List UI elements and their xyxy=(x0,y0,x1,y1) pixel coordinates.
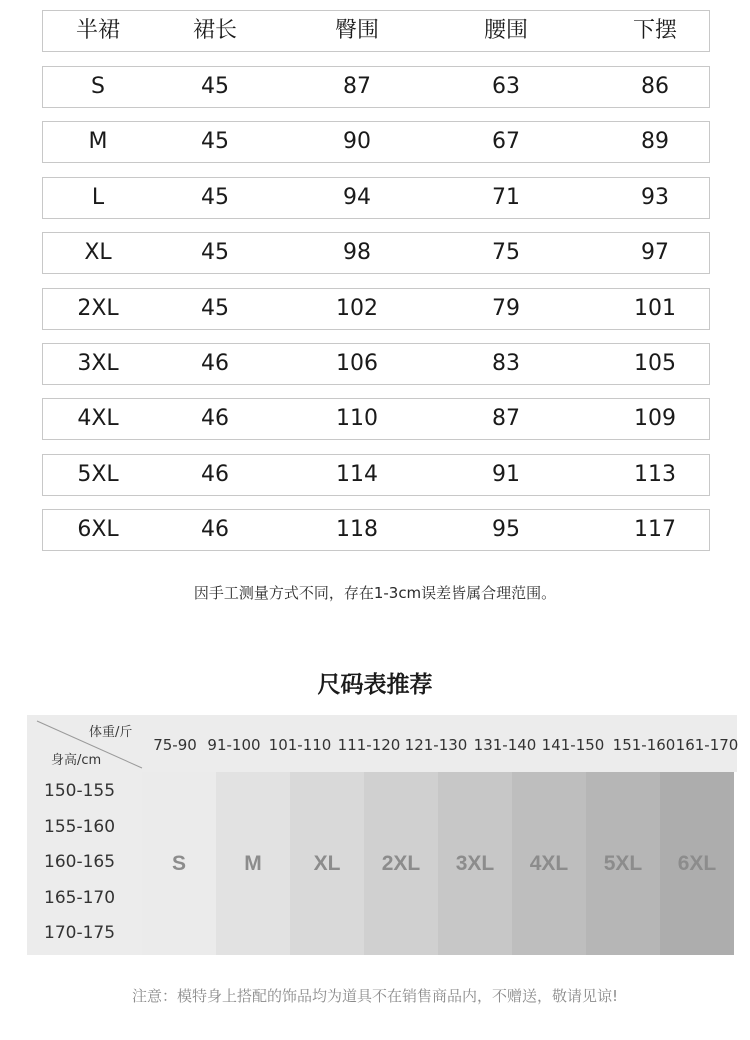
size-cell: M xyxy=(88,129,108,155)
header-cell: 裙长 xyxy=(192,18,238,43)
size-cell: 113 xyxy=(634,461,676,487)
height-column xyxy=(27,772,142,955)
size-cell: 89 xyxy=(641,129,669,155)
weight-range-label: 151-160 xyxy=(612,736,676,754)
size-cell: 86 xyxy=(641,74,669,99)
measurement-note: 因手工测量方式不同，存在1-3cm误差皆属合理范围。 xyxy=(193,584,557,602)
size-cell: 6XL xyxy=(77,517,119,543)
size-cell: 79 xyxy=(492,295,520,321)
header-cell: 下摆 xyxy=(632,18,678,43)
size-cell: 75 xyxy=(492,240,520,266)
height-range-label: 165-170 xyxy=(44,887,116,908)
size-cell: S xyxy=(91,74,105,99)
header-cell: 半裙 xyxy=(75,18,121,43)
size-cell: 71 xyxy=(492,184,520,210)
size-band-label: 4XL xyxy=(529,852,569,875)
header-cell: 腰围 xyxy=(483,18,529,43)
size-band xyxy=(142,772,216,955)
size-cell: XL xyxy=(84,240,112,266)
recommend-chart xyxy=(27,715,737,955)
size-cell: 46 xyxy=(201,461,229,487)
size-band-label: 5XL xyxy=(603,852,643,875)
corner-weight-label: 体重/斤 xyxy=(89,725,133,740)
corner-height-label: 身高/cm xyxy=(51,753,102,768)
size-band xyxy=(364,772,438,955)
size-cell: 91 xyxy=(492,461,520,487)
size-cell: 97 xyxy=(641,240,669,266)
size-band-label: S xyxy=(171,852,186,875)
size-cell: 109 xyxy=(634,406,676,432)
size-cell: 105 xyxy=(634,351,676,376)
size-cell: 46 xyxy=(201,351,229,376)
footer-note: 注意：模特身上搭配的饰品均为道具不在销售商品内，不赠送，敬请见谅! xyxy=(131,987,619,1005)
size-cell: 5XL xyxy=(77,461,119,487)
size-cell: 63 xyxy=(492,74,520,99)
size-band-label: 2XL xyxy=(381,852,421,875)
size-cell: 87 xyxy=(492,406,520,432)
size-cell: 102 xyxy=(336,295,378,321)
size-cell: 45 xyxy=(201,129,229,155)
weight-range-label: 161-170 xyxy=(675,736,739,754)
size-row xyxy=(42,177,710,219)
size-band xyxy=(438,772,512,955)
weight-range-label: 141-150 xyxy=(541,736,605,754)
size-row xyxy=(42,121,710,163)
height-range-label: 160-165 xyxy=(44,852,116,872)
height-range-label: 155-160 xyxy=(44,816,116,837)
size-row xyxy=(42,398,710,440)
height-range-label: 170-175 xyxy=(44,923,116,943)
size-cell: 94 xyxy=(343,184,371,210)
size-table-header xyxy=(42,10,710,52)
size-band-label: M xyxy=(244,852,262,875)
size-cell: 117 xyxy=(634,517,676,543)
size-cell: 114 xyxy=(336,461,378,487)
size-row xyxy=(42,454,710,496)
size-cell: 87 xyxy=(343,74,371,99)
size-cell: 101 xyxy=(634,295,676,321)
size-cell: 46 xyxy=(201,517,229,543)
size-cell: 90 xyxy=(343,129,371,155)
size-row xyxy=(42,288,710,330)
header-cell: 臀围 xyxy=(334,18,380,43)
size-band xyxy=(586,772,660,955)
size-band xyxy=(512,772,586,955)
size-cell: 118 xyxy=(336,517,378,543)
weight-range-label: 75-90 xyxy=(153,736,197,754)
height-range-label: 150-155 xyxy=(44,781,116,801)
size-band-label: XL xyxy=(313,852,341,875)
weight-range-label: 101-110 xyxy=(268,736,332,754)
size-cell: 3XL xyxy=(77,351,119,376)
size-cell: 4XL xyxy=(77,406,119,432)
size-band xyxy=(660,772,734,955)
size-cell: 98 xyxy=(343,240,371,266)
size-row xyxy=(42,232,710,274)
size-cell: 45 xyxy=(201,74,229,99)
size-row xyxy=(42,66,710,108)
size-band xyxy=(216,772,290,955)
weight-range-label: 131-140 xyxy=(473,736,537,754)
recommend-title: 尺码表推荐 xyxy=(317,672,433,698)
size-cell: 45 xyxy=(201,184,229,210)
size-cell: 2XL xyxy=(77,295,119,321)
size-band-label: 6XL xyxy=(677,852,717,875)
weight-range-label: 121-130 xyxy=(404,736,468,754)
weight-range-label: 91-100 xyxy=(207,736,261,754)
weight-range-label: 111-120 xyxy=(337,736,401,754)
size-cell: 95 xyxy=(492,517,520,543)
size-band xyxy=(290,772,364,955)
size-band-label: 3XL xyxy=(455,852,495,875)
size-row xyxy=(42,509,710,551)
size-row xyxy=(42,343,710,385)
size-cell: 110 xyxy=(336,406,378,432)
size-cell: 45 xyxy=(201,240,229,266)
size-cell: 67 xyxy=(492,129,520,155)
size-cell: 93 xyxy=(641,184,669,210)
size-cell: 83 xyxy=(492,351,520,376)
size-cell: L xyxy=(91,184,105,210)
size-cell: 46 xyxy=(201,406,229,432)
size-cell: 106 xyxy=(336,351,378,376)
size-cell: 45 xyxy=(201,295,229,321)
